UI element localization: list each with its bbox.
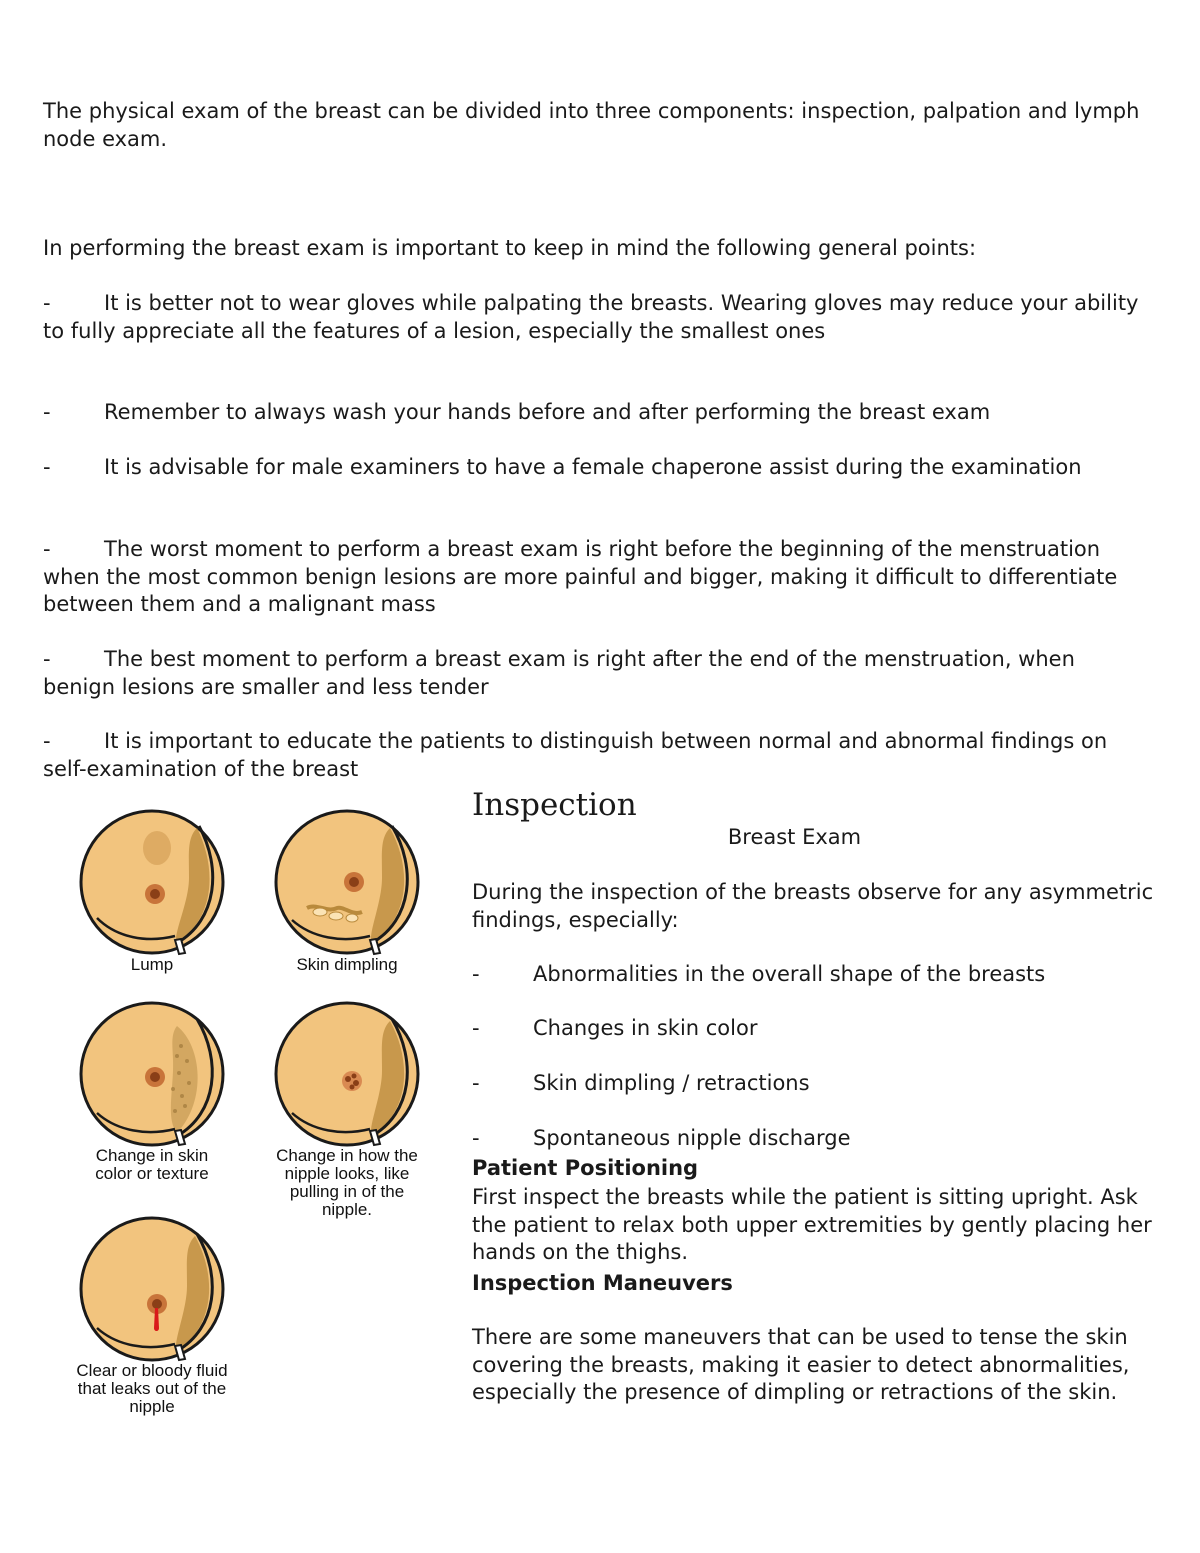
figure-lump: [70, 808, 234, 974]
breast-exam-subtitle: Breast Exam: [727, 825, 862, 849]
bullet-dash: -: [472, 962, 480, 986]
bullet-dash: -: [43, 455, 51, 479]
general-point-text: The best moment to perform a breast exam is right after the end of the menstruation, when benign lesions are smaller and less tender: [43, 647, 1075, 699]
inspection-item-text: Skin dimpling / retractions: [533, 1071, 810, 1095]
skin-color-change-caption: Change in skin color or texture: [95, 1146, 209, 1183]
lump-illustration: [77, 808, 227, 956]
general-point-text: Remember to always wash your hands before and after performing the breast exam: [104, 400, 991, 424]
general-point-text: It is advisable for male examiners to have a female chaperone assist during the examination: [104, 455, 1082, 479]
bullet-dash: -: [43, 291, 51, 315]
intro-paragraph: The physical exam of the breast can be divided into three components: inspection, palpation and lymph node exam.: [43, 99, 1140, 151]
skin-dimpling-illustration: [272, 808, 422, 956]
figure-nipple-change: [262, 1001, 432, 1219]
nipple-discharge-caption: Clear or bloody fluid that leaks out of the nipple: [76, 1361, 228, 1416]
inspection-item: [472, 1125, 1162, 1153]
inspection-item: [472, 1015, 1162, 1043]
inspection-item-text: Changes in skin color: [533, 1016, 758, 1040]
bullet-dash: -: [472, 1016, 480, 1040]
bullet-dash: -: [43, 400, 51, 424]
inspection-item-text: Spontaneous nipple discharge: [533, 1126, 851, 1150]
inspection-intro: During the inspection of the breasts observe for any asymmetric findings, especially:: [472, 880, 1154, 932]
bullet-dash: -: [43, 537, 51, 561]
inspection-item: [472, 961, 1162, 989]
general-point-item: [43, 536, 1143, 619]
nipple-change-caption: Change in how the nipple looks, like pulling in of the nipple.: [276, 1146, 418, 1219]
general-point-item: [43, 454, 1143, 482]
lump-caption: Lump: [130, 955, 174, 974]
bullet-dash: -: [43, 647, 51, 671]
skin-dimpling-caption: Skin dimpling: [296, 955, 398, 974]
patient-positioning-heading: Patient Positioning: [472, 1156, 699, 1180]
nipple-change-illustration: [272, 1001, 422, 1147]
general-point-text: The worst moment to perform a breast exam is right before the beginning of the menstruation when the most common benign lesions are more painful and bigger, making it difficult to differentiate between them and a malignant mass: [43, 537, 1118, 616]
inspection-item-text: Abnormalities in the overall shape of the breasts: [533, 962, 1046, 986]
general-point-item: [43, 728, 1143, 783]
general-point-item: [43, 290, 1143, 345]
inspection-maneuvers-heading: Inspection Maneuvers: [472, 1271, 733, 1295]
inspection-title: Inspection: [472, 787, 637, 823]
figure-skin-color-change: [70, 1001, 234, 1183]
bullet-dash: -: [472, 1071, 480, 1095]
patient-positioning-text: First inspect the breasts while the patient is sitting upright. Ask the patient to relax both upper extremities by gently placing her hands on the thighs.: [472, 1185, 1152, 1264]
inspection-item: [472, 1070, 1162, 1098]
general-points-heading: In performing the breast exam is important to keep in mind the following general points:: [43, 236, 977, 260]
figure-skin-dimpling: [262, 808, 432, 974]
general-point-text: It is important to educate the patients to distinguish between normal and abnormal findings on self-examination of the breast: [43, 729, 1108, 781]
general-point-item: [43, 399, 1143, 427]
general-point-item: [43, 646, 1143, 701]
bullet-dash: -: [43, 729, 51, 753]
skin-color-change-illustration: [77, 1001, 227, 1147]
inspection-maneuvers-text: There are some maneuvers that can be used to tense the skin covering the breasts, making it easier to detect abnormalities, especially the presence of dimpling or retractions of the skin.: [472, 1325, 1130, 1404]
bullet-dash: -: [472, 1126, 480, 1150]
nipple-discharge-illustration: [77, 1216, 227, 1362]
figure-nipple-discharge: [64, 1216, 240, 1416]
general-point-text: It is better not to wear gloves while palpating the breasts. Wearing gloves may reduce your ability to fully appreciate all the features of a lesion, especially the smallest ones: [43, 291, 1139, 343]
